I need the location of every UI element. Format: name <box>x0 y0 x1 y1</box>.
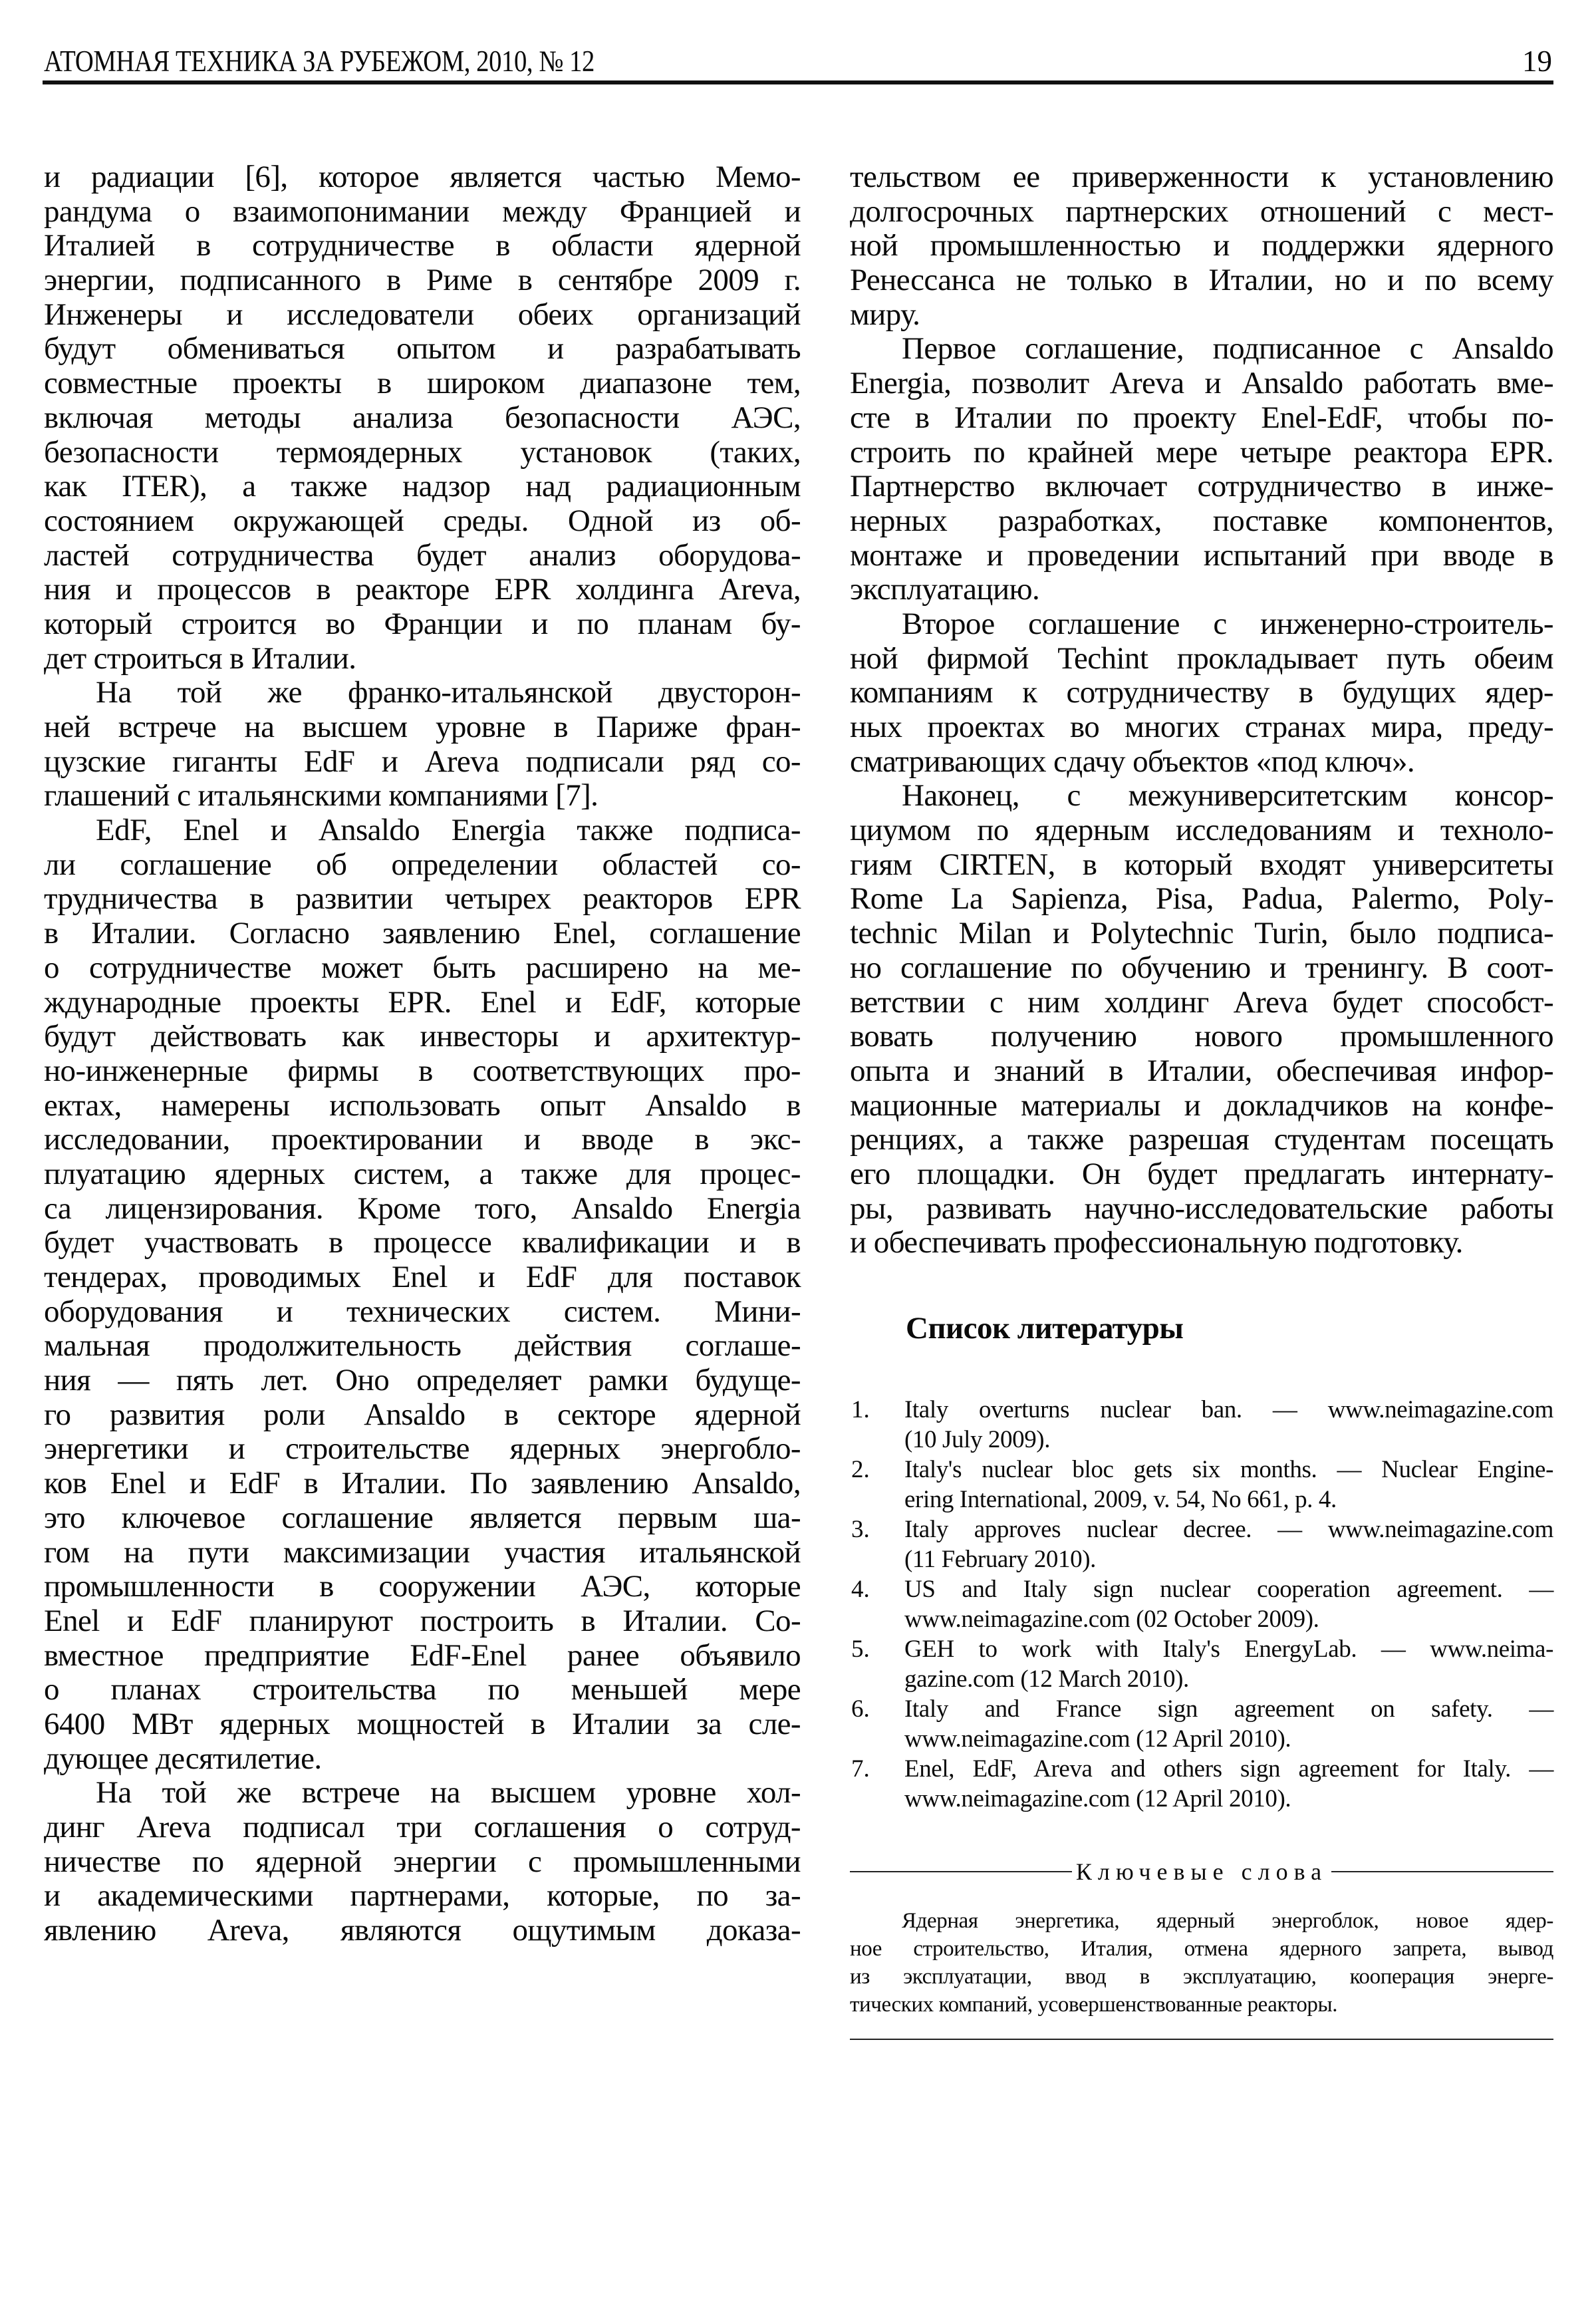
reference-item <box>850 1395 1553 1455</box>
text-line: совместные проекты в широком диапазоне тем, <box>44 366 801 401</box>
reference-text-line: (11 February 2010). <box>904 1546 1096 1573</box>
keywords-line: из эксплуатации, ввод в эксплуатацию, кооперация энерге- <box>850 1965 1553 1989</box>
right-column-body <box>850 160 1553 1260</box>
text-line: который строится во Франции и по планам бу- <box>44 606 801 641</box>
text-line: ренциях, а также разрешая студентам посещать <box>850 1122 1553 1157</box>
text-line: Италией в сотрудничестве в области ядерной <box>44 228 801 263</box>
text-line: строить по крайней мере четыре реактора EPR. <box>850 434 1553 470</box>
text-line: плуатацию ядерных систем, а также для процес- <box>44 1156 801 1191</box>
text-line: нерных разработках, поставке компонентов, <box>850 503 1553 538</box>
keywords-text <box>850 1907 1553 2019</box>
text-line: и обеспечивать профессиональную подготовку. <box>850 1225 1463 1260</box>
keywords-bottom-rule <box>850 2039 1553 2040</box>
journal-title: АТОМНАЯ ТЕХНИКА ЗА РУБЕЖОМ, 2010, № 12 <box>44 45 595 78</box>
text-line: глашений с итальянскими компаниями [7]. <box>44 778 598 813</box>
text-line: включая методы анализа безопасности АЭС, <box>44 400 801 435</box>
reference-text-line: www.neimagazine.com (02 October 2009). <box>904 1606 1319 1633</box>
text-line: но соглашение по обучению и тренингу. В соот- <box>850 950 1553 985</box>
text-line: ков Enel и EdF в Италии. По заявлению Ansaldo, <box>44 1466 801 1501</box>
text-line: ния — пять лет. Оно определяет рамки будуще- <box>44 1363 801 1398</box>
text-line: его площадки. Он будет предлагать интернату- <box>850 1156 1553 1191</box>
keywords-title: Ключевые слова <box>1075 1858 1328 1885</box>
text-line: ния и процессов в реакторе EPR холдинга Areva, <box>44 572 801 607</box>
text-line: ектах, намерены использовать опыт Ansaldo в <box>44 1087 801 1123</box>
text-line: и радиации [6], которое является частью Мемо- <box>44 160 801 194</box>
text-line: Ренессанса не только в Италии, но и по всему <box>850 263 1553 298</box>
text-line: энергии, подписанного в Риме в сентябре 2009 г. <box>44 263 801 298</box>
text-line: в Италии. Согласно заявлению Enel, соглашение <box>44 916 801 951</box>
reference-text-line: ering International, 2009, v. 54, No 661, p. 4. <box>904 1486 1337 1513</box>
references-list <box>850 1395 1553 1814</box>
text-line: Партнерство включает сотрудничество в инже- <box>850 469 1553 504</box>
header-rule <box>43 80 1553 84</box>
text-line: На той же франко-итальянской двусторон- <box>96 675 801 710</box>
text-line: са лицензирования. Кроме того, Ansaldo Energia <box>44 1191 801 1226</box>
text-line: вовать получению нового промышленного <box>850 1019 1553 1054</box>
text-line: ней встрече на высшем уровне в Париже фран- <box>44 710 801 744</box>
reference-text-line: Italy approves nuclear decree. — www.neimagazine.com <box>904 1516 1553 1543</box>
reference-item <box>850 1514 1553 1574</box>
reference-text-line: gazine.com (12 March 2010). <box>904 1665 1189 1693</box>
text-line: состоянием окружающей среды. Одной из об- <box>44 503 801 538</box>
right-column <box>850 160 1553 2040</box>
keywords-line: Ядерная энергетика, ядерный энергоблок, новое ядер- <box>902 1909 1553 1933</box>
reference-number: 6. <box>851 1695 870 1723</box>
text-line: долгосрочных партнерских отношений с мест- <box>850 194 1553 229</box>
text-line: вместное предприятие EdF-Enel ранее объявило <box>44 1638 801 1673</box>
text-line: ной промышленностью и поддержки ядерного <box>850 228 1553 263</box>
text-line: тендерах, проводимых Enel и EdF для поставок <box>44 1260 801 1294</box>
text-line: ных проектах во многих странах мира, преду- <box>850 710 1553 744</box>
keywords-rule-left <box>850 1871 1072 1872</box>
text-line: компаниям к сотрудничеству в будущих ядер- <box>850 675 1553 710</box>
text-line: дующее десятилетие. <box>44 1741 322 1776</box>
text-line: миру. <box>850 297 920 332</box>
text-line: будут обмениваться опытом и разрабатывать <box>44 331 801 366</box>
reference-text-line: US and Italy sign nuclear cooperation agreement. — <box>904 1576 1553 1603</box>
text-line: дет строиться в Италии. <box>44 641 356 676</box>
text-line: сматривающих сдачу объектов «под ключ». <box>850 744 1415 779</box>
reference-text-line: Italy's nuclear bloc gets six months. — Nuclear Engine- <box>904 1456 1553 1483</box>
text-line: рандума о взаимопонимании между Францией и <box>44 194 801 229</box>
text-line: будет участвовать в процессе квалификации и в <box>44 1225 801 1260</box>
text-line: Energia, позволит Areva и Ansaldo работать вме- <box>850 366 1553 401</box>
text-line: оборудования и технических систем. Мини- <box>44 1294 801 1329</box>
reference-item <box>850 1634 1553 1694</box>
text-line: о планах строительства по меньшей мере <box>44 1672 801 1707</box>
text-line: Инженеры и исследователи обеих организаций <box>44 297 801 332</box>
text-line: исследовании, проектировании и вводе в экс- <box>44 1122 801 1157</box>
text-line: Первое соглашение, подписанное с Ansaldo <box>902 331 1553 366</box>
text-line: Enel и EdF планируют построить в Италии. Со- <box>44 1603 801 1638</box>
text-line: ветствии с ним холдинг Areva будет способст- <box>850 984 1553 1020</box>
reference-number: 2. <box>851 1456 870 1483</box>
text-line: ли соглашение об определении областей со- <box>44 847 801 882</box>
left-column <box>44 160 801 1948</box>
text-line: будут действовать как инвесторы и архитектур- <box>44 1019 801 1054</box>
text-line: монтаже и проведении испытаний при вводе в <box>850 537 1553 573</box>
reference-number: 1. <box>851 1396 870 1423</box>
running-header <box>44 41 1552 81</box>
text-line: энергетики и строительстве ядерных энергобло- <box>44 1431 801 1467</box>
keywords-title-row <box>850 1855 1553 1888</box>
text-line: EdF, Enel и Ansaldo Energia также подписа- <box>96 813 801 848</box>
text-line: опыта и знаний в Италии, обеспечивая инфор- <box>850 1053 1553 1088</box>
text-line: ничестве по ядерной энергии с промышленными <box>44 1844 801 1879</box>
text-line: гом на пути максимизации участия итальянской <box>44 1534 801 1570</box>
text-line: тельством ее приверженности к установлению <box>850 160 1553 194</box>
text-line: ластей сотрудничества будет анализ оборудова- <box>44 537 801 573</box>
reference-text-line: Enel, EdF, Areva and others sign agreement for Italy. — <box>904 1755 1553 1783</box>
text-line: Второе соглашение с инженерно-строитель- <box>902 606 1553 641</box>
reference-number: 4. <box>851 1576 870 1603</box>
reference-text-line: www.neimagazine.com (12 April 2010). <box>904 1785 1291 1812</box>
keywords-box <box>850 1855 1553 2040</box>
reference-number: 5. <box>851 1636 870 1663</box>
text-line: мационные материалы и докладчиков на конфе- <box>850 1087 1553 1123</box>
text-line: цузские гиганты EdF и Areva подписали ряд со- <box>44 744 801 779</box>
text-line: о сотрудничестве может быть расширено на ме- <box>44 950 801 985</box>
text-line: На той же встрече на высшем уровне хол- <box>96 1775 801 1810</box>
text-line: циумом по ядерным исследованиям и техноло- <box>850 813 1553 848</box>
keywords-line: ное строительство, Италия, отмена ядерного запрета, вывод <box>850 1937 1553 1961</box>
reference-item <box>850 1694 1553 1754</box>
text-line: явлению Areva, являются ощутимым доказа- <box>44 1913 801 1948</box>
text-line: сте в Италии по проекту Enel-EdF, чтобы по- <box>850 400 1553 435</box>
text-line: гиям CIRTEN, в который входят университеты <box>850 847 1553 882</box>
reference-text-line: www.neimagazine.com (12 April 2010). <box>904 1725 1291 1753</box>
reference-number: 7. <box>851 1755 870 1783</box>
text-line: ной фирмой Techint прокладывает путь обеим <box>850 641 1553 676</box>
text-line: как ITER), а также надзор над радиационным <box>44 469 801 504</box>
text-line: Rome La Sapienza, Pisa, Padua, Palermo, Poly- <box>850 881 1553 917</box>
text-line: Наконец, с межуниверситетским консор- <box>902 778 1553 813</box>
text-line: промышленности в сооружении АЭС, которые <box>44 1569 801 1604</box>
reference-text-line: Italy overturns nuclear ban. — www.neimagazine.com <box>904 1396 1553 1423</box>
text-line: 6400 МВт ядерных мощностей в Италии за сле- <box>44 1706 801 1741</box>
reference-text-line: Italy and France sign agreement on safety. — <box>904 1695 1553 1723</box>
page-number: 19 <box>1522 45 1552 78</box>
reference-item <box>850 1574 1553 1634</box>
text-line: трудничества в развитии четырех реакторов EPR <box>44 881 801 917</box>
text-line: это ключевое соглашение является первым ша- <box>44 1500 801 1535</box>
reference-text-line: GEH to work with Italy's EnergyLab. — www.neima- <box>904 1636 1553 1663</box>
text-line: но-инженерные фирмы в соответствующих про- <box>44 1053 801 1088</box>
text-line: technic Milan и Polytechnic Turin, было подписа- <box>850 916 1553 951</box>
text-line: ры, развивать научно-исследовательские работы <box>850 1191 1553 1226</box>
reference-item <box>850 1754 1553 1814</box>
text-line: динг Areva подписал три соглашения о сотруд- <box>44 1810 801 1844</box>
reference-text-line: (10 July 2009). <box>904 1426 1051 1453</box>
keywords-line: тических компаний, усовершенствованные реакторы. <box>850 1993 1338 2017</box>
text-line: и академическими партнерами, которые, по за- <box>44 1878 801 1914</box>
text-line: безопасности термоядерных установок (таких, <box>44 434 801 470</box>
reference-number: 3. <box>851 1516 870 1543</box>
text-line: го развития роли Ansaldo в секторе ядерной <box>44 1397 801 1432</box>
references-heading: Список литературы <box>906 1311 1184 1346</box>
text-line: ждународные проекты EPR. Enel и EdF, которые <box>44 984 801 1020</box>
reference-item <box>850 1455 1553 1514</box>
keywords-rule-right <box>1331 1871 1553 1872</box>
text-line: мальная продолжительность действия соглаше- <box>44 1328 801 1364</box>
text-line: эксплуатацию. <box>850 572 1040 607</box>
